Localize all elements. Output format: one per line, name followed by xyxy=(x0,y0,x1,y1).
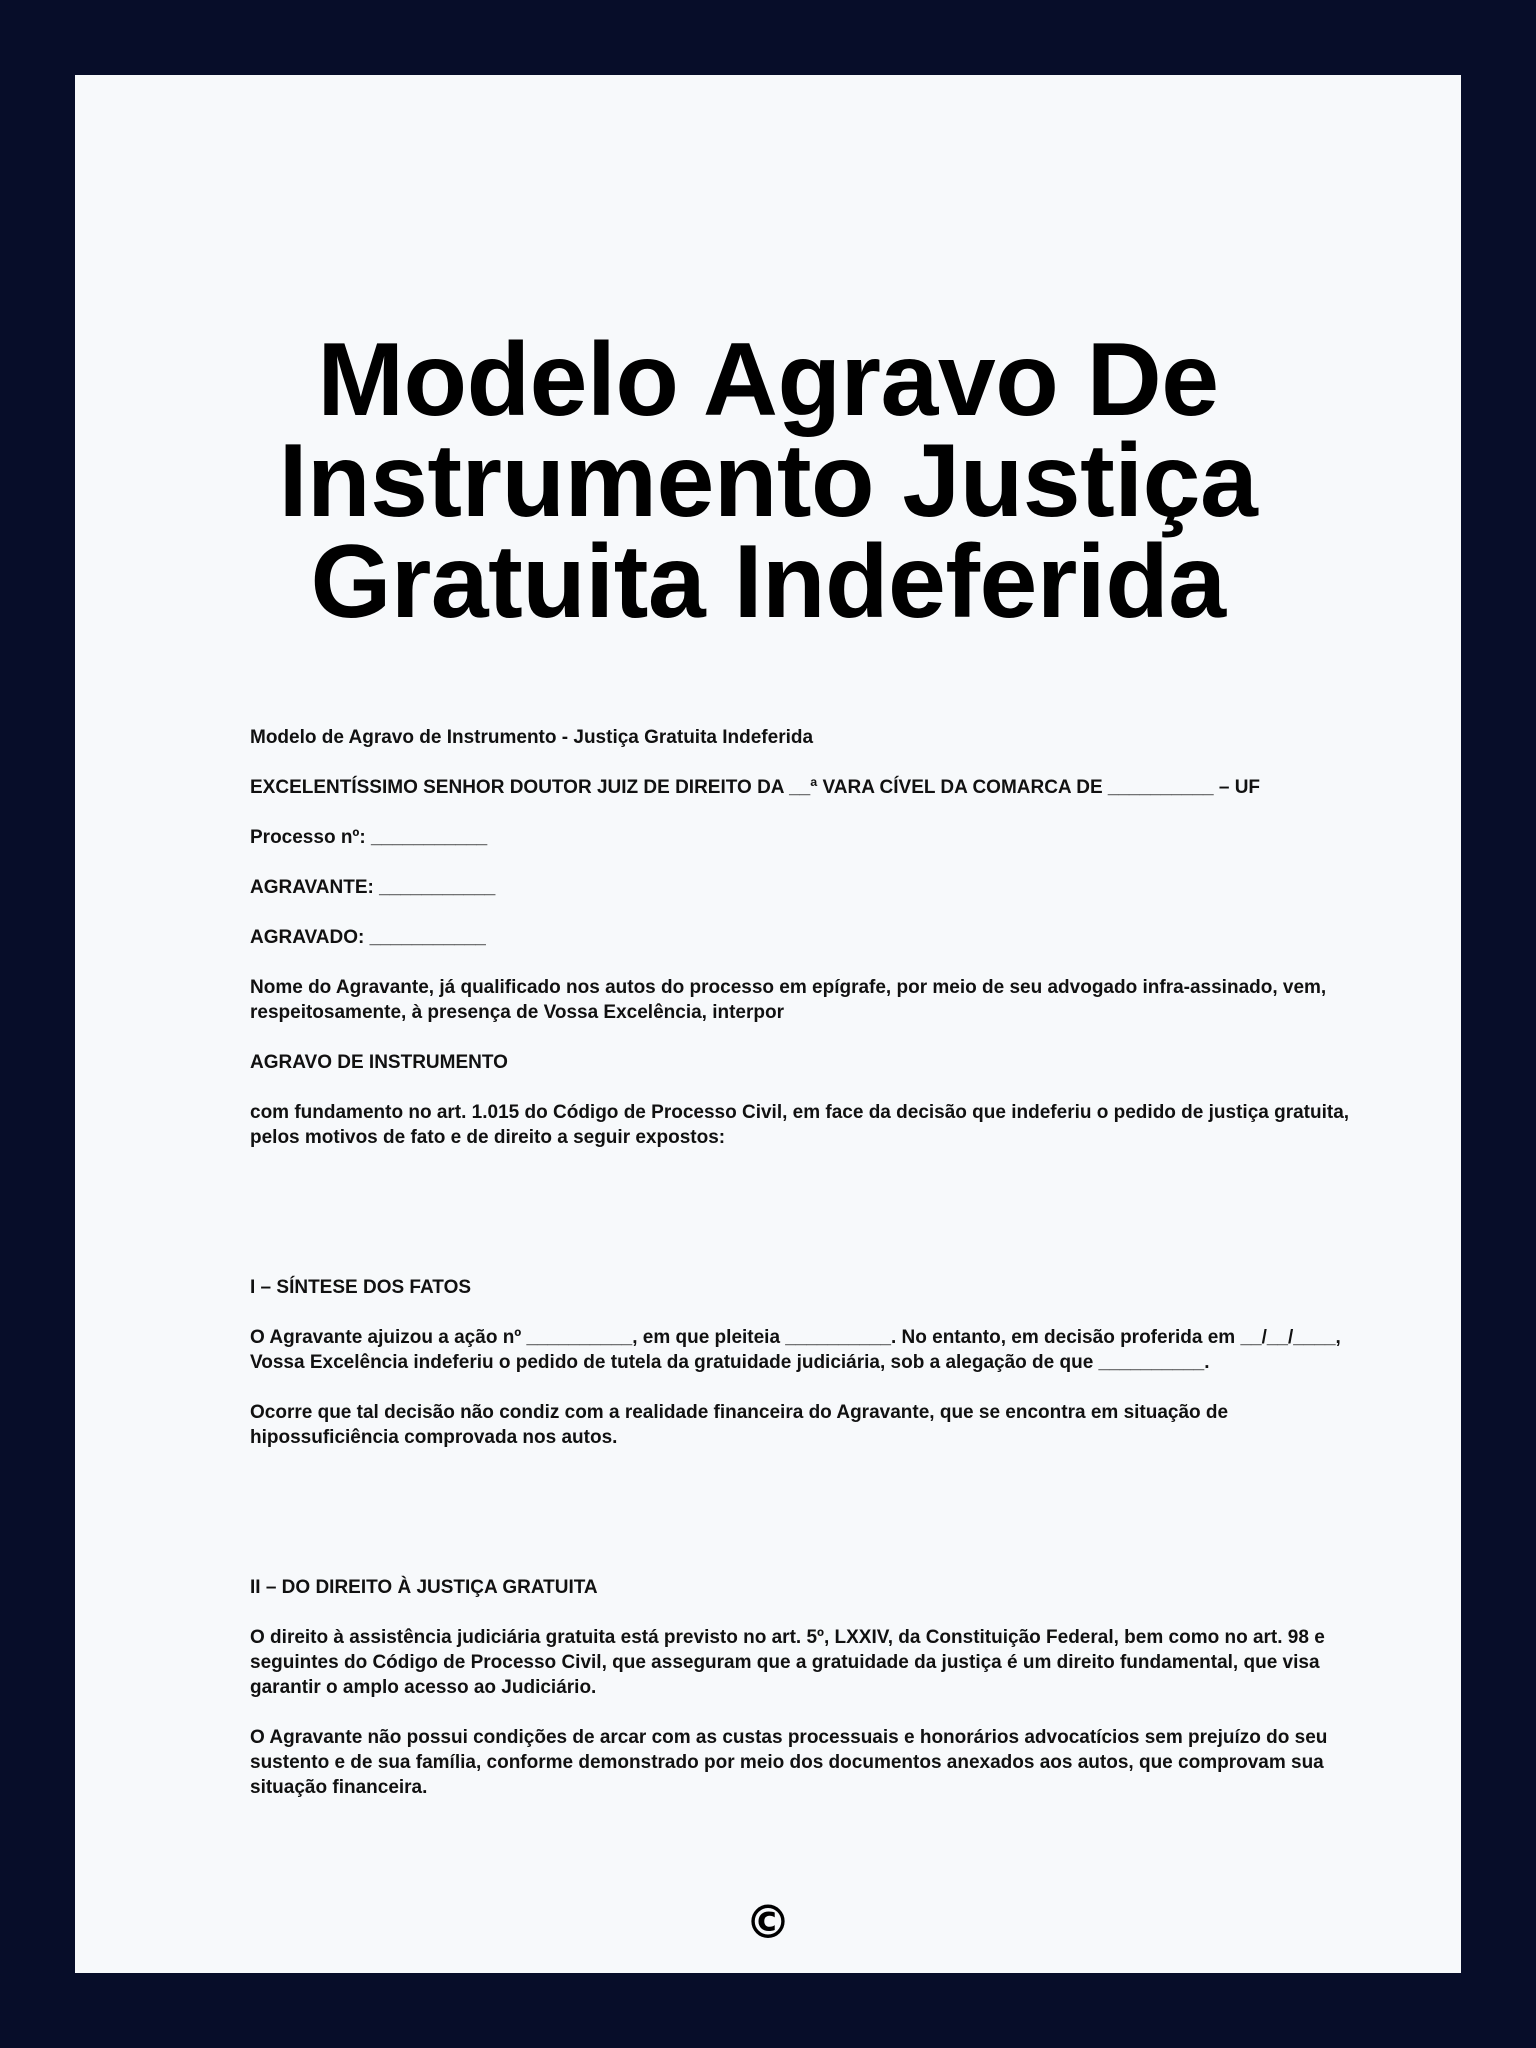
appellant-field: AGRAVANTE: ___________ xyxy=(250,877,496,898)
section-spacer xyxy=(250,1475,1355,1575)
rights-paragraph-2: O Agravante não possui condições de arcar com as custas processuais e honorários advocatícios sem prejuízo do seu sustento e de sua família, conforme demonstrado por meio dos documentos anexados aos autos, que comprovam sua situação financeira. xyxy=(250,1727,1328,1798)
process-number-field: Processo nº: ___________ xyxy=(250,827,488,848)
section-spacer xyxy=(250,1175,1355,1275)
section-heading-facts: I – SÍNTESE DOS FATOS xyxy=(250,1277,472,1298)
document-page xyxy=(75,75,1461,1973)
facts-paragraph-1: O Agravante ajuizou a ação nº __________, em que pleiteia __________. No entanto, em decisão proferida em __/__/____, Vossa Excelência indeferiu o pedido de tutela da gratuidade judiciária, sob a alegação de que __________. xyxy=(250,1327,1341,1373)
addressee-line: EXCELENTÍSSIMO SENHOR DOUTOR JUIZ DE DIREITO DA __ª VARA CÍVEL DA COMARCA DE __________ – UF xyxy=(250,777,1261,798)
document-heading: Modelo de Agravo de Instrumento - Justiça Gratuita Indeferida xyxy=(250,727,814,748)
rights-paragraph-1: O direito à assistência judiciária gratuita está previsto no art. 5º, LXXIV, da Constituição Federal, bem como no art. 98 e seguintes do Código de Processo Civil, que asseguram que a gratuidade da justiça é um direito fundamental, que visa garantir o amplo acesso ao Judiciário. xyxy=(250,1627,1325,1698)
document-body xyxy=(250,725,1355,1825)
document-title: Modelo Agravo De Instrumento Justiça Gratuita Indeferida xyxy=(278,322,1258,640)
section-heading-rights: II – DO DIREITO À JUSTIÇA GRATUITA xyxy=(250,1577,598,1598)
appellee-field: AGRAVADO: ___________ xyxy=(250,927,486,948)
facts-paragraph-2: Ocorre que tal decisão não condiz com a realidade financeira do Agravante, que se encontra em situação de hipossuficiência comprovada nos autos. xyxy=(250,1402,1229,1448)
appeal-type-heading: AGRAVO DE INSTRUMENTO xyxy=(250,1052,508,1073)
intro-paragraph: Nome do Agravante, já qualificado nos autos do processo em epígrafe, por meio de seu advogado infra-assinado, vem, respeitosamente, à presença de Vossa Excelência, interpor xyxy=(250,977,1327,1023)
copyright-icon: © xyxy=(745,1895,791,1949)
legal-basis-paragraph: com fundamento no art. 1.015 do Código de Processo Civil, em face da decisão que indeferiu o pedido de justiça gratuita, pelos motivos de fato e de direito a seguir expostos: xyxy=(250,1102,1350,1148)
